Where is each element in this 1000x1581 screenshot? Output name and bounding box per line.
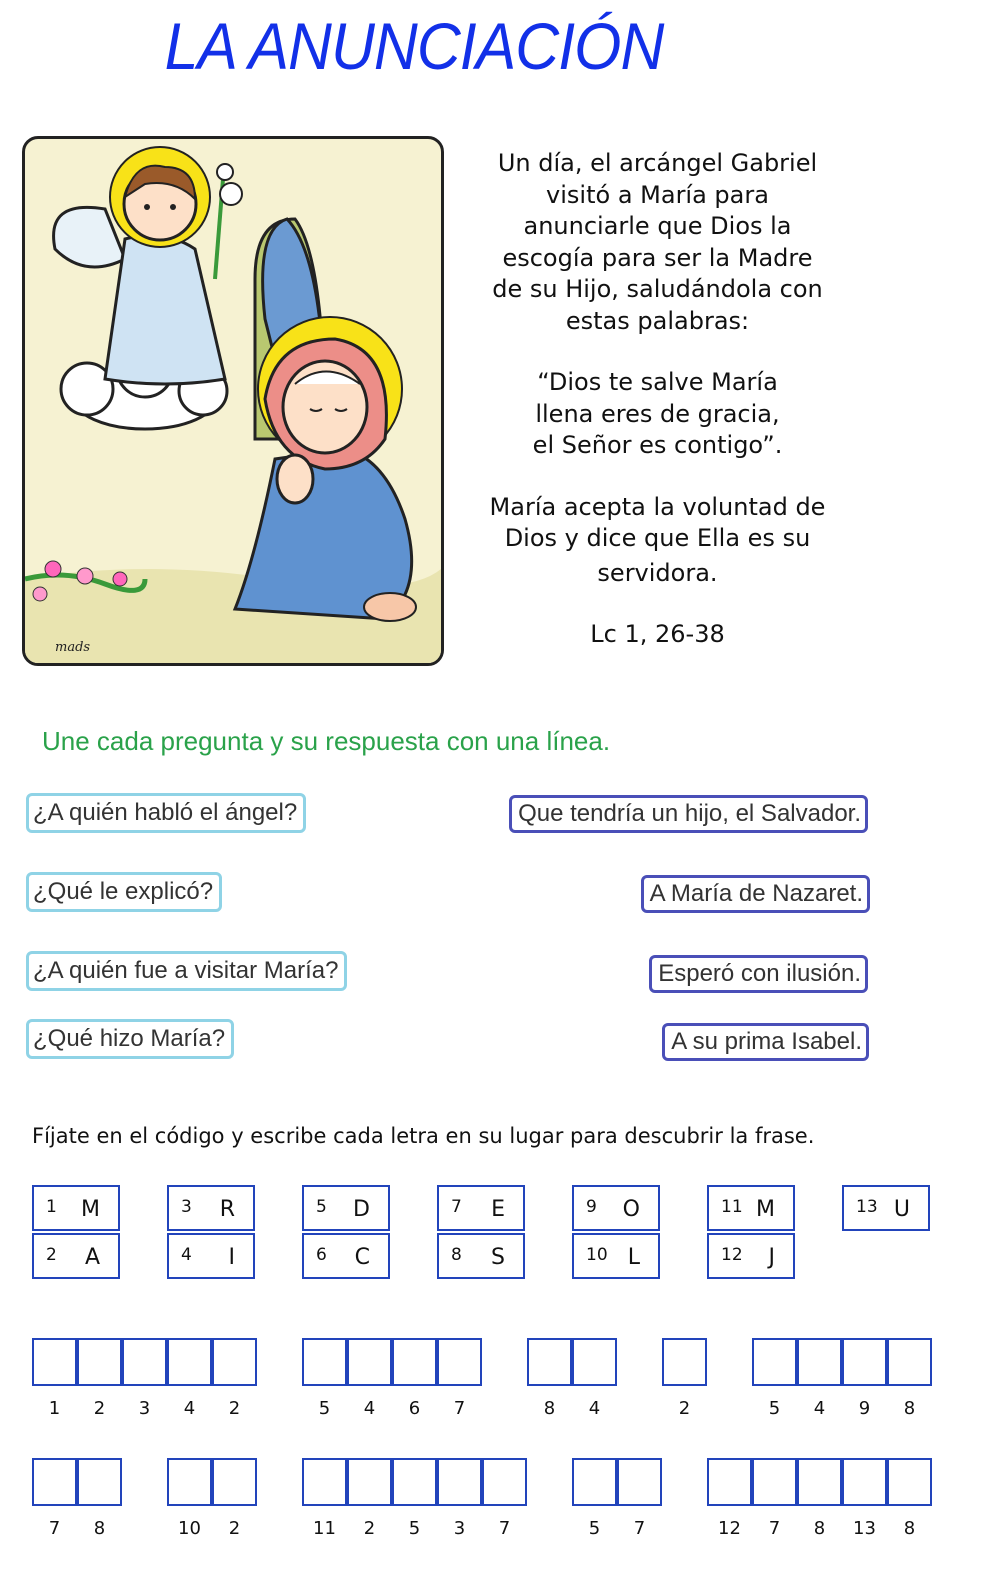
code-key-cell [437,1233,525,1279]
letter-input-cell[interactable] [527,1338,572,1386]
cell-number: 7 [768,1518,781,1539]
cell-number: 9 [858,1398,871,1419]
match-instruction: Une cada pregunta y su respuesta con una línea. [42,726,611,756]
code-number: 3 [181,1197,192,1217]
prayer-line: llena eres de gracia, [535,399,780,428]
code-number: 4 [181,1245,192,1265]
code-letter: A [84,1245,100,1270]
cell-number: 5 [588,1518,601,1539]
code-letter: S [491,1245,505,1270]
bible-reference: Lc 1, 26-38 [590,620,725,648]
signature: mads [55,640,91,655]
cell-number: 1 [48,1398,61,1419]
code-key-cell [707,1233,795,1279]
cell-number: 8 [93,1518,106,1539]
code-number: 10 [586,1245,608,1265]
letter-input-cell[interactable] [752,1458,797,1506]
code-number: 12 [721,1245,743,1265]
code-number: 6 [316,1245,327,1265]
cell-number: 8 [903,1398,916,1419]
cell-number: 2 [228,1398,241,1419]
cell-number: 10 [178,1518,201,1539]
answer-box[interactable]: A su prima Isabel. [662,1023,869,1061]
letter-input-cell[interactable] [32,1458,77,1506]
letter-input-cell[interactable] [482,1458,527,1506]
letter-input-cell[interactable] [572,1458,617,1506]
cell-number: 11 [313,1518,336,1539]
code-key-cell [572,1185,660,1231]
code-letter: D [353,1197,370,1222]
letter-input-cell[interactable] [122,1338,167,1386]
code-key-cell [32,1233,120,1279]
letter-input-cell[interactable] [212,1458,257,1506]
letter-input-cell[interactable] [347,1458,392,1506]
code-number: 2 [46,1245,57,1265]
prayer-line: “Dios te salve María [537,368,778,396]
story-line: estas palabras: [565,306,750,335]
code-letter: L [627,1245,640,1270]
lily-icon [215,164,242,279]
story-line: servidora. [597,558,718,587]
code-letter: E [491,1197,505,1222]
code-key-cell [572,1233,660,1279]
prayer-line: el Señor es contigo”. [532,431,783,459]
code-number: 7 [451,1197,462,1217]
cell-number: 2 [678,1398,691,1419]
code-key-cell [302,1233,390,1279]
code-letter: C [354,1245,370,1270]
annunciation-illustration [22,136,444,666]
code-letter: U [893,1197,910,1222]
letter-input-cell[interactable] [437,1458,482,1506]
code-key-cell [437,1185,525,1231]
letter-input-cell[interactable] [392,1338,437,1386]
code-number: 8 [451,1245,462,1265]
page-title: LA ANUNCIACIÓN [164,9,664,83]
code-key-cell [302,1185,390,1231]
story-line: María acepta la voluntad de [489,492,826,521]
code-number: 9 [586,1197,597,1217]
letter-input-cell[interactable] [752,1338,797,1386]
answer-box[interactable]: A María de Nazaret. [641,875,870,913]
cell-number: 2 [363,1518,376,1539]
code-letter: M [81,1197,100,1222]
cell-number: 13 [853,1518,876,1539]
annunciation-drawing [25,139,441,663]
cell-number: 12 [718,1518,741,1539]
letter-input-cell[interactable] [707,1458,752,1506]
code-instruction: Fíjate en el código y escribe cada letra en su lugar para descubrir la frase. [32,1124,815,1148]
question-box[interactable]: ¿A quién fue a visitar María? [26,951,347,991]
code-key-cell [167,1185,255,1231]
code-letter: O [622,1197,640,1222]
cell-number: 5 [318,1398,331,1419]
letter-input-cell[interactable] [617,1458,662,1506]
question-box[interactable]: ¿A quién habló el ángel? [26,793,306,833]
letter-input-cell[interactable] [437,1338,482,1386]
letter-input-cell[interactable] [887,1458,932,1506]
cell-number: 7 [633,1518,646,1539]
code-key-cell [842,1185,930,1231]
letter-input-cell[interactable] [887,1338,932,1386]
letter-input-cell[interactable] [797,1338,842,1386]
code-key-cell [167,1233,255,1279]
code-letter: R [219,1197,235,1222]
cell-number: 8 [903,1518,916,1539]
cell-number: 7 [453,1398,466,1419]
question-box[interactable]: ¿Qué hizo María? [26,1019,234,1059]
cell-number: 8 [543,1398,556,1419]
letter-input-cell[interactable] [302,1458,347,1506]
cell-number: 2 [93,1398,106,1419]
letter-input-cell[interactable] [842,1458,887,1506]
letter-input-cell[interactable] [167,1338,212,1386]
cell-number: 3 [453,1518,466,1539]
cell-number: 4 [363,1398,376,1419]
cell-number: 7 [48,1518,61,1539]
story-text [470,148,845,651]
letter-input-cell[interactable] [797,1458,842,1506]
letter-input-cell[interactable] [77,1458,122,1506]
story-line: visitó a María para [546,180,769,209]
cell-number: 4 [183,1398,196,1419]
code-key-cell [32,1185,120,1231]
code-number: 1 [46,1197,57,1217]
cell-number: 5 [408,1518,421,1539]
letter-input-cell[interactable] [842,1338,887,1386]
cell-number: 5 [768,1398,781,1419]
letter-input-cell[interactable] [32,1338,77,1386]
story-line: de su Hijo, saludándola con [492,275,823,303]
letter-input-cell[interactable] [347,1338,392,1386]
question-box[interactable]: ¿Qué le explicó? [26,872,222,912]
story-line: Dios y dice que Ella es su [504,524,811,552]
cell-number: 2 [228,1518,241,1539]
letter-input-cell[interactable] [167,1458,212,1506]
code-letter: I [228,1245,235,1270]
code-number: 5 [316,1197,327,1217]
cell-number: 3 [138,1398,151,1419]
code-letter: M [756,1197,775,1222]
code-number: 11 [721,1197,743,1217]
story-line: anunciarle que Dios la [523,212,792,240]
code-letter: J [768,1245,775,1270]
cell-number: 8 [813,1518,826,1539]
letter-input-cell[interactable] [212,1338,257,1386]
answer-box[interactable]: Que tendría un hijo, el Salvador. [509,795,868,833]
code-key-cell [707,1185,795,1231]
cell-number: 4 [813,1398,826,1419]
letter-input-cell[interactable] [392,1458,437,1506]
angel-robe-icon [105,236,225,384]
cell-number: 4 [588,1398,601,1419]
story-line: escogía para ser la Madre [502,243,813,272]
letter-input-cell[interactable] [662,1338,707,1386]
answer-box[interactable]: Esperó con ilusión. [649,955,868,993]
letter-input-cell[interactable] [302,1338,347,1386]
letter-input-cell[interactable] [572,1338,617,1386]
cell-number: 6 [408,1398,421,1419]
cell-number: 7 [498,1518,511,1539]
letter-input-cell[interactable] [77,1338,122,1386]
code-number: 13 [856,1197,878,1217]
story-line: Un día, el arcángel Gabriel [497,149,818,177]
